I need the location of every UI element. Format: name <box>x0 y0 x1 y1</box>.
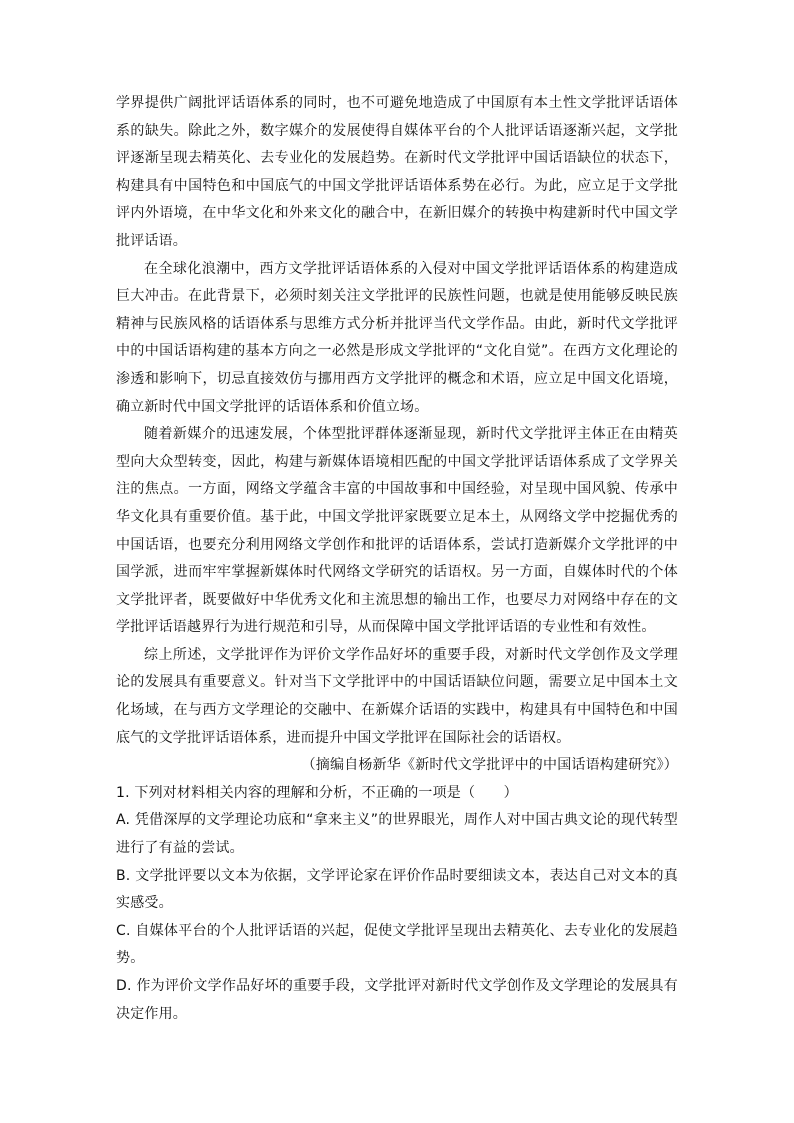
question-stem: 1. 下列对材料相关内容的理解和分析，不正确的一项是（ ） <box>116 784 518 801</box>
option-b: B. 文学批评要以文本为依据，文学评论家在评价作品时要细读文本，表达自己对文本的真实感受。 <box>116 867 678 912</box>
article-paragraph-3: 随着新媒介的迅速发展，个体型批评群体逐渐显现，新时代文学批评主体正在由精英型向大众型转变，因此，构建与新媒体语境相匹配的中国文学批评话语体系成了文学界关注的焦点。一方面，网络文学蕴含丰富的中国故事和中国经验，对呈现中国风貌、传承中华文化具有重要价值。基于此，中国文学批评家既要立足本土，从网络文学中挖掘优秀的中国话语，也要充分利用网络文学创作和批评的话语体系，尝试打造新媒介文学批评的中国学派，进而牢牢掌握新媒体时代网络文学研究的话语权。另一方面，自媒体时代的个体文学批评者，既要做好中华优秀文化和主流思想的输出工作，也要尽力对网络中存在的文学批评话语越界行为进行规范和引导，从而保障中国文学批评话语的专业性和有效性。 <box>116 426 678 636</box>
article-paragraph-4: 综上所述，文学批评作为评价文学作品好坏的重要手段，对新时代文学创作及文学理论的发展具有重要意义。针对当下文学批评中的中国话语缺位问题，需要立足中国本土文化场域，在与西方文学理论的交融中、在新媒介话语的实践中，构建具有中国特色和中国底气的文学批评话语体系，进而提升中国文学批评在国际社会的话语权。 <box>116 646 678 746</box>
option-c: C. 自媒体平台的个人批评话语的兴起，促使文学批评呈现出去精英化、去专业化的发展趋势。 <box>116 922 678 967</box>
document-page <box>116 90 678 1028</box>
option-a: A. 凭借深厚的文学理论功底和“拿来主义”的世界眼光，周作人对中国古典文论的现代转型进行了有益的尝试。 <box>116 812 678 857</box>
option-d: D. 作为评价文学作品好坏的重要手段，文学批评对新时代文学创作及文学理论的发展具有决定作用。 <box>116 978 678 1022</box>
article-source: （摘编自杨新华《新时代文学批评中的中国话语构建研究》） <box>301 757 678 774</box>
article-paragraph-2: 在全球化浪潮中，西方文学批评话语体系的入侵对中国文学批评话语体系的构建造成巨大冲击。在此背景下，必须时刻关注文学批评的民族性问题，也就是使用能够反映民族精神与民族风格的话语体系与思维方式分析并批评当代文学作品。由此，新时代文学批评中的中国话语构建的基本方向之一必然是形成文学批评的“文化自觉”。在西方文化理论的渗透和影响下，切忌直接效仿与挪用西方文学批评的概念和术语，应立足中国文化语境，确立新时代中国文学批评的话语体系和价值立场。 <box>116 260 678 415</box>
article-paragraph-1: 学界提供广阔批评话语体系的同时，也不可避免地造成了中国原有本土性文学批评话语体系的缺失。除此之外，数字媒介的发展使得自媒体平台的个人批评话语逐渐兴起，文学批评逐渐呈现去精英化、去专业化的发展趋势。在新时代文学批评中国话语缺位的状态下，构建具有中国特色和中国底气的中国文学批评话语体系势在必行。为此，应立足于文学批评内外语境，在中华文化和外来文化的融合中，在新旧媒介的转换中构建新时代中国文学批评话语。 <box>116 95 678 249</box>
